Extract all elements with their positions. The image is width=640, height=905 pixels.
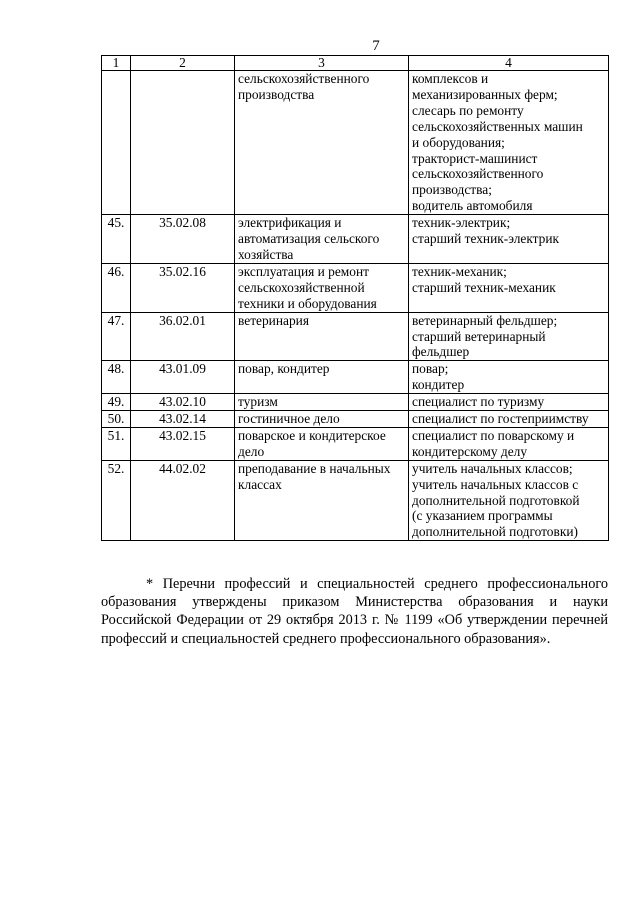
qualification-line: техник-механик; — [412, 263, 507, 279]
specialty-name — [235, 312, 409, 361]
specialty-name-line: поварское и кондитерское — [238, 427, 386, 443]
specialty-name-line: сельскохозяйственного — [238, 71, 370, 86]
qualification-line: и оборудования; — [412, 134, 505, 150]
specialty-name-line: преподавание в начальных — [238, 460, 391, 476]
header-cell-2: 2 — [131, 56, 235, 71]
qualification-line: учитель начальных классов с — [412, 476, 579, 492]
specialty-code: 43.01.09 — [131, 361, 235, 394]
specialties-table — [101, 55, 609, 541]
qualification-line: старший техник-электрик — [412, 231, 560, 247]
specialty-name-line: гостиничное дело — [238, 411, 340, 427]
row-number: 51. — [102, 427, 131, 460]
row-number: 50. — [102, 411, 131, 428]
specialty-name — [235, 71, 409, 215]
row-number: 45. — [102, 215, 131, 264]
row-number: 46. — [102, 263, 131, 312]
table-row — [102, 71, 609, 215]
specialty-name-line: классах — [238, 476, 282, 492]
qualification-line: фельдшер — [412, 344, 470, 360]
specialty-name — [235, 460, 409, 541]
qualification — [409, 215, 609, 264]
page-number: 7 — [372, 38, 380, 54]
header-cell-4: 4 — [409, 56, 609, 71]
specialty-name-line: повар, кондитер — [238, 361, 330, 377]
qualification-line: дополнительной подготовкой — [412, 492, 580, 508]
footnote: * Перечни профессий и специальностей среднего профессионального образования утверждены приказом Министерства образования и науки Российской Федерации от 29 октября 2013 г. № 1199 «Об утверждении перечней профессий и специальностей среднего профессионального образования». — [101, 576, 608, 647]
table-row — [102, 394, 609, 411]
qualification-line: слесарь по ремонту — [412, 102, 524, 118]
specialty-name-line: эксплуатация и ремонт — [238, 263, 369, 279]
specialty-name — [235, 411, 409, 428]
qualification-line: ветеринарный фельдшер; — [412, 312, 558, 328]
specialty-name — [235, 215, 409, 264]
specialty-name-line: сельскохозяйственной — [238, 279, 365, 295]
qualification-line: тракторист-машинист — [412, 150, 538, 166]
specialty-name-line: дело — [238, 443, 265, 459]
qualification-line: сельскохозяйственных машин — [412, 118, 583, 134]
table-header-row — [102, 56, 609, 71]
table-row — [102, 411, 609, 428]
qualification-line: техник-электрик; — [412, 215, 511, 231]
specialty-code: 43.02.15 — [131, 427, 235, 460]
qualification-line: кондитерскому делу — [412, 443, 528, 459]
specialty-code: 43.02.14 — [131, 411, 235, 428]
specialty-name-line: хозяйства — [238, 246, 294, 262]
qualification — [409, 263, 609, 312]
specialty-name — [235, 361, 409, 394]
qualification-line: дополнительной подготовки) — [412, 524, 578, 540]
row-number: 49. — [102, 394, 131, 411]
header-cell-3: 3 — [235, 56, 409, 71]
specialty-code: 35.02.08 — [131, 215, 235, 264]
qualification-line: старший техник-механик — [412, 279, 556, 295]
specialty-name-line: электрификация и — [238, 215, 342, 231]
table-row — [102, 263, 609, 312]
qualification — [409, 394, 609, 411]
specialty-code: 36.02.01 — [131, 312, 235, 361]
table-row — [102, 312, 609, 361]
specialty-code — [131, 71, 235, 215]
row-number: 52. — [102, 460, 131, 541]
table-row — [102, 215, 609, 264]
specialty-name-line: туризм — [238, 394, 278, 410]
specialty-code: 35.02.16 — [131, 263, 235, 312]
qualification-line: кондитер — [412, 377, 465, 393]
specialty-name-line: производства — [238, 86, 315, 102]
specialty-name — [235, 394, 409, 411]
specialty-name — [235, 263, 409, 312]
qualification-line: учитель начальных классов; — [412, 460, 573, 476]
qualification — [409, 71, 609, 215]
qualification — [409, 411, 609, 428]
qualification — [409, 361, 609, 394]
qualification-line: старший ветеринарный — [412, 328, 546, 344]
qualification — [409, 312, 609, 361]
qualification — [409, 460, 609, 541]
row-number — [102, 71, 131, 215]
table-row — [102, 427, 609, 460]
qualification-line: специалист по гостеприимству — [412, 411, 589, 427]
row-number: 48. — [102, 361, 131, 394]
qualification-line: водитель автомобиля — [412, 198, 533, 214]
specialty-name — [235, 427, 409, 460]
specialty-code: 43.02.10 — [131, 394, 235, 411]
qualification — [409, 427, 609, 460]
specialty-name-line: автоматизация сельского — [238, 231, 380, 247]
row-number: 47. — [102, 312, 131, 361]
table-row — [102, 460, 609, 541]
qualification-line: сельскохозяйственного — [412, 166, 544, 182]
specialty-code: 44.02.02 — [131, 460, 235, 541]
specialty-name-line: техники и оборудования — [238, 295, 377, 311]
qualification-line: комплексов и — [412, 71, 489, 86]
qualification-line: производства; — [412, 182, 492, 198]
qualification-line: механизированных ферм; — [412, 86, 558, 102]
header-cell-1: 1 — [102, 56, 131, 71]
qualification-line: (с указанием программы — [412, 508, 553, 524]
qualification-line: специалист по туризму — [412, 394, 545, 410]
qualification-line: специалист по поварскому и — [412, 427, 575, 443]
table-row — [102, 361, 609, 394]
qualification-line: повар; — [412, 361, 449, 377]
specialty-name-line: ветеринария — [238, 312, 309, 328]
